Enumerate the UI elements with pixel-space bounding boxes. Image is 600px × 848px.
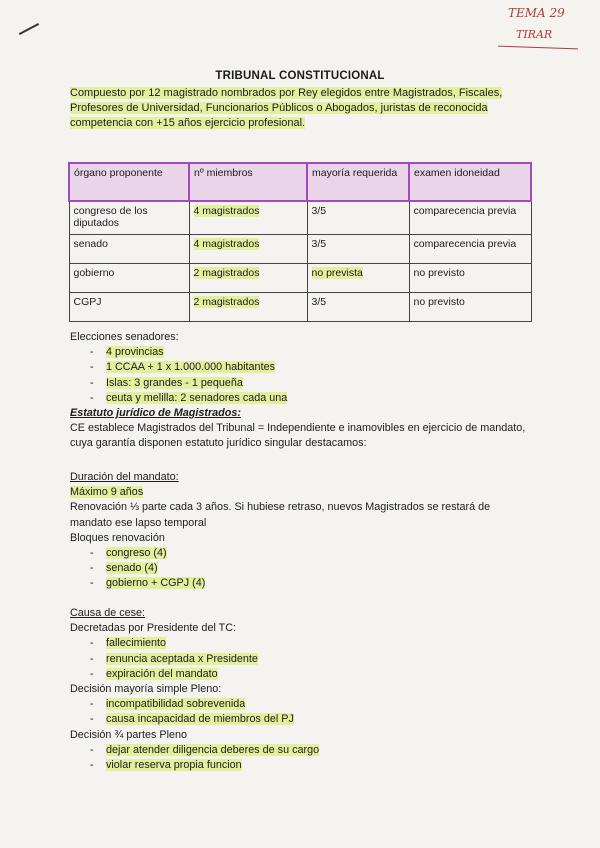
list-item	[70, 376, 530, 391]
cese-mayoria-header: Decisión mayoría simple Pleno:	[70, 683, 222, 696]
cell: senado	[69, 235, 189, 264]
header-miembros: nº miembros	[189, 163, 307, 201]
bloques-header: Bloques renovación	[70, 531, 165, 544]
handwritten-discard-note: TIRAR	[516, 28, 553, 41]
elecciones-list	[70, 345, 530, 406]
cese-tres-cuartos-list	[70, 743, 530, 773]
cese-header: Causa de cese:	[70, 607, 146, 619]
cell: congreso de los diputados	[69, 201, 189, 235]
duracion-renovacion: Renovación ⅓ parte cada 3 años. Si hubiese retraso, nuevos Magistrados se restará de mandato ese lapso temporal	[70, 501, 491, 529]
intro-text: Compuesto por 12 magistrado nombrados por Rey elegidos entre Magistrados, Fiscales, Profesores de Universidad, Funcionarios Públicos o Abogados, juristas de reconocida competencia con +15 años ejercicio profesional.	[70, 87, 503, 129]
table-row	[69, 235, 531, 264]
list-item	[70, 743, 530, 758]
list-item	[70, 360, 530, 375]
cese-section	[70, 606, 530, 773]
cese-presidente-header: Decretadas por Presidente del TC:	[70, 622, 237, 635]
bloques-list	[70, 546, 530, 592]
table-header-row	[69, 163, 531, 201]
cell: 3/5	[307, 293, 409, 322]
header-mayoria: mayoría requerida	[307, 163, 409, 201]
cell-highlight: no prevista	[311, 267, 363, 279]
list-item-text: 1 CCAA + 1 x 1.000.000 habitantes	[106, 361, 275, 374]
page-title: TRIBUNAL CONSTITUCIONAL	[215, 70, 385, 82]
list-item	[70, 712, 530, 727]
cell: comparecencia previa	[409, 201, 531, 235]
cell: no previsto	[409, 264, 531, 293]
handwritten-topic-note: TEMA 29	[508, 6, 565, 20]
cell	[189, 235, 307, 264]
cell: gobierno	[69, 264, 189, 293]
list-item-text: causa incapacidad de miembros del PJ	[106, 713, 294, 726]
table-row	[69, 293, 531, 322]
list-item-text: dejar atender diligencia deberes de su cargo	[106, 743, 320, 756]
cell-highlight: 4 magistrados	[193, 238, 260, 250]
cell-highlight: 4 magistrados	[193, 205, 260, 217]
list-item	[70, 667, 530, 682]
handwritten-underline	[498, 46, 578, 50]
cell: 3/5	[307, 201, 409, 235]
header-examen: examen idoneidad	[409, 163, 531, 201]
list-item	[70, 391, 530, 406]
table-row	[69, 264, 531, 293]
cese-mayoria-list	[70, 697, 530, 727]
duracion-section	[70, 470, 530, 592]
header-organo: órgano proponente	[69, 163, 189, 201]
elecciones-section	[70, 330, 530, 452]
list-item	[70, 636, 530, 651]
list-item-text: gobierno + CGPJ (4)	[106, 577, 206, 590]
list-item	[70, 576, 530, 591]
cell: CGPJ	[69, 293, 189, 322]
cese-presidente-list	[70, 636, 530, 682]
cell: comparecencia previa	[409, 235, 531, 264]
list-item	[70, 546, 530, 561]
duracion-maximo-line	[70, 485, 530, 500]
list-item-text: senado (4)	[106, 562, 158, 575]
list-item-text: incompatibilidad sobrevenida	[106, 698, 246, 711]
cell-highlight: 2 magistrados	[193, 267, 260, 279]
duracion-maximo: Máximo 9 años	[70, 486, 144, 499]
estatuto-header: Estatuto jurídico de Magistrados:	[70, 407, 241, 420]
list-item-text: Islas: 3 grandes - 1 pequeña	[106, 376, 243, 389]
list-item-text: congreso (4)	[106, 547, 167, 560]
cell	[189, 201, 307, 235]
list-item	[70, 345, 530, 360]
cell: 3/5	[307, 235, 409, 264]
list-item	[70, 652, 530, 667]
list-item-text: ceuta y melilla: 2 senadores cada una	[106, 391, 288, 404]
list-item-text: violar reserva propia funcion	[106, 759, 242, 772]
composition-table	[68, 162, 532, 322]
table-row	[69, 201, 531, 235]
pen-mark	[19, 23, 39, 35]
elecciones-header: Elecciones senadores:	[70, 331, 179, 343]
list-item	[70, 758, 530, 773]
list-item-text: fallecimiento	[106, 637, 167, 650]
list-item-text: expiración del mandato	[106, 667, 218, 680]
cell	[307, 264, 409, 293]
cese-tres-cuartos-header: Decisión ¾ partes Pleno	[70, 728, 188, 741]
list-item-text: renuncia aceptada x Presidente	[106, 652, 258, 665]
cell: no previsto	[409, 293, 531, 322]
intro-paragraph	[70, 86, 520, 131]
list-item	[70, 697, 530, 712]
duracion-header: Duración del mandato:	[70, 471, 179, 483]
cell-highlight: 2 magistrados	[193, 296, 260, 308]
list-item	[70, 561, 530, 576]
estatuto-text: CE establece Magistrados del Tribunal = Independiente e inamovibles en ejercicio de mandato, cuya garantía disponen estatuto jurídico singular destacamos:	[70, 422, 526, 450]
cell	[189, 264, 307, 293]
list-item-text: 4 provincias	[106, 346, 164, 359]
cell	[189, 293, 307, 322]
